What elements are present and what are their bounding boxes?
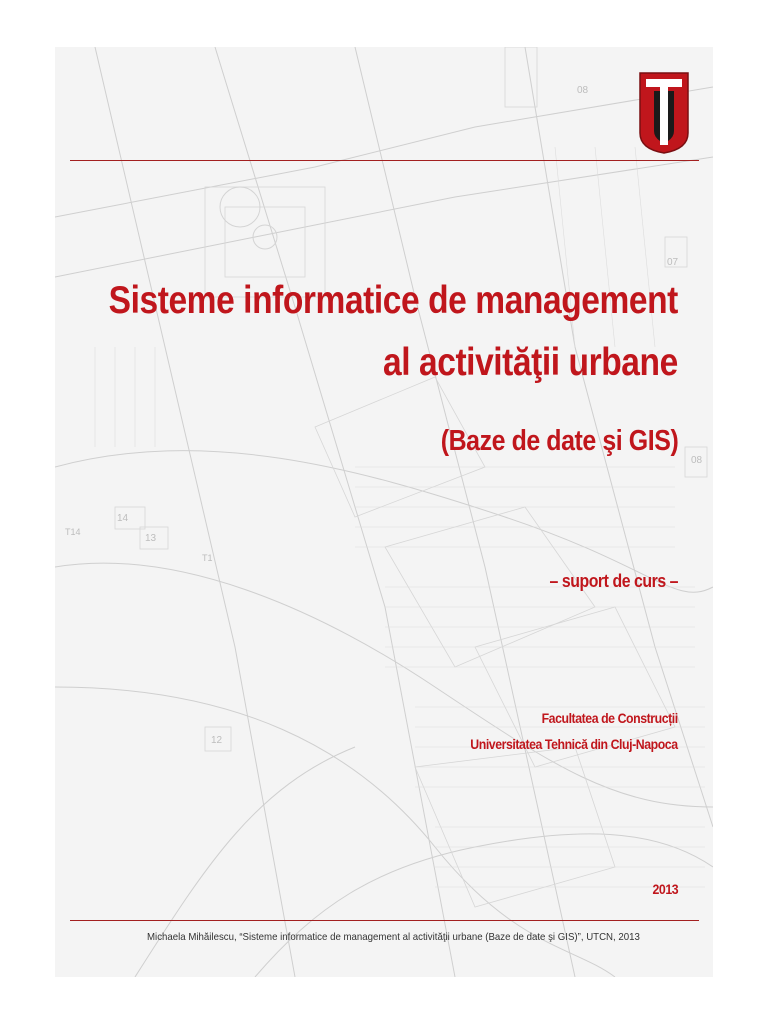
faculty-name: Facultatea de Construcții (541, 710, 678, 726)
map-label: 13 (145, 533, 157, 544)
map-background (55, 47, 713, 977)
map-label: 14 (117, 513, 129, 524)
title-line-1: Sisteme informatice de management (108, 279, 678, 322)
top-rule (70, 160, 699, 161)
footer-citation: Michaela Mihăilescu, “Sisteme informatice de management al activităţii urbane (Baze de date şi GIS)”, UTCN, 2013 (147, 931, 640, 943)
map-label: 08 (577, 85, 589, 96)
document-page (55, 47, 713, 977)
map-label: T1 (202, 553, 213, 563)
year: 2013 (652, 881, 678, 897)
bottom-rule (70, 920, 699, 921)
subtitle: (Baze de date şi GIS) (440, 425, 678, 457)
course-type: – suport de curs – (549, 571, 678, 591)
map-label: 07 (667, 257, 679, 268)
map-label: 08 (691, 455, 703, 466)
utcn-logo-icon (638, 71, 690, 155)
university-name: Universitatea Tehnică din Cluj-Napoca (470, 736, 678, 752)
map-label: 12 (211, 735, 223, 746)
title-line-2: al activităţii urbane (383, 341, 678, 384)
map-label: T14 (65, 527, 81, 537)
